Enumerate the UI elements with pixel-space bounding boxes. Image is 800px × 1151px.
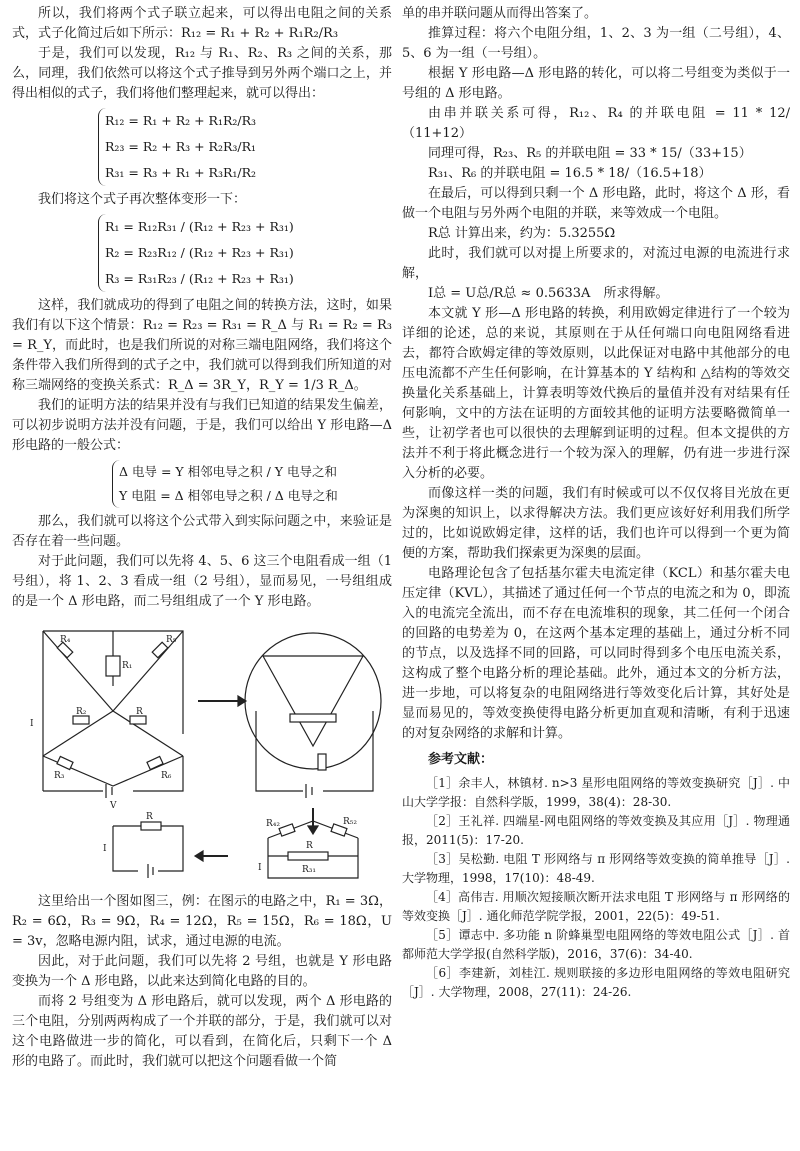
label-r4: R₄ [60, 635, 71, 645]
equation-group-2 [98, 214, 392, 292]
left-column [12, 4, 392, 1072]
label-r6: R₆ [161, 771, 172, 781]
original-circuit-labels [30, 635, 177, 811]
arrow-right-icon [198, 696, 246, 706]
paragraph: 这里给出一个图如图三，例：在图示的电路之中，R₁ = 3Ω，R₂ = 6Ω，R₃ = 9Ω，R₄ = 12Ω，R₅ = 15Ω，R₆ = 18Ω，U = 3v，忽略电源内阻，试求，通过电源的电流。 [12, 894, 392, 949]
circuit-figure [18, 616, 388, 888]
label-r42: R₄₂ [266, 819, 280, 829]
delta-circuit [245, 633, 381, 798]
paragraph: 本文就 Y 形—Δ 形电路的转换，利用欧姆定律进行了一个较为详细的论述，总的来说，其原则在于从任何端口向电阻网络看进去，都符合欧姆定律的等效原则，以此保证对电路中其他部分的电压电流都不产生任何影响，在计算基本的 Y 结构和 △结构的等效交换量化关系基础上，计算表明等效代换后的量值并没有对结果有任何影响，文中的方法在证明的方面较其他的证明方法要略微简单一些，让初学者也可以很快的去理解到证明的过程。但本文提供的方法并不利于将此概念进行一个较为深入的理解，仍有进一步进行深入分析的必要。 [402, 306, 790, 481]
reference-item: ［4］高伟吉. 用顺次短接顺次断开法求电阻 T 形网络与 π 形网络的等效变换［J］. 通化师范学院学报，2001，22(5)：49-51. [402, 890, 790, 923]
paragraph: 单的串并联问题从而得出答案了。 [402, 6, 598, 21]
paragraph: 电路理论包含了包括基尔霍夫电流定律（KCL）和基尔霍夫电压定律（KVL），其描述了通过任何一个节点的电流之和为 0，即流入的电流完全流出，而不存在电流堆积的现象，其二任何一个闭合的回路的电势差为 0，在这两个基本定理的基础上，通过分析不同的节点，以及选择不同的回路，可以同时得到多个电压电流关系，这构成了整个电路分析的理论基础。此外，通过本文的分析方法，进一步地，可以将复杂的电阻网络进行等效变化后计算，其好处是显而易见的，等效变换使得电路分析更加直观和清晰，有利于迅速的对复杂网络的求解和计算。 [402, 566, 790, 741]
equation: R₂ = R₂₃R₁₂ / (R₁₂ + R₂₃ + R₃₁) [105, 245, 294, 260]
references-heading: 参考文献： [428, 752, 494, 767]
right-column [402, 4, 790, 1002]
reference-item: ［6］李建新，刘桂江. 规则联接的多边形电阻网络的等效电阻研究［J］. 大学物理，2008，27(11)：24-26. [402, 966, 790, 999]
paragraph: 在最后，可以得到只剩一个 Δ 形电路，此时，将这个 Δ 形，看做一个电阻与另外两个电阻的并联，来等效成一个电阻。 [402, 186, 790, 221]
paragraph: 对于此问题，我们可以先将 4、5、6 这三个电阻看成一组（1 号组），将 1、2、3 看成一组（2 号组），显而易见，一号组组成的是一个 Δ 形电路，而二号组组成了一个 Y 形电路。 [12, 554, 392, 609]
reference-item: ［1］余丰人，林镇材. n>3 星形电阻网络的等效变换研究［J］. 中山大学学报：自然科学版，1999，38(4)：28-30. [402, 776, 790, 809]
label-current-3: I [103, 844, 107, 854]
paragraph: 所以，我们将两个式子联立起来，可以得出电阻之间的关系式，式子化简过后如下所示：R₁₂ = R₁ + R₂ + R₁R₂/R₃ [12, 6, 392, 41]
paragraph: 而像这样一类的问题，我们有时候或可以不仅仅将目光放在更为深奥的知识上，以求得解决方法。我们更应该好好利用我们所学过的，比如说欧姆定律，这样的话，我们也许可以得到一个更为简便的方案，帮助我们探索更为深奥的层面。 [402, 486, 790, 561]
label-r-mid: R [306, 841, 313, 851]
reference-item: ［5］谭志中. 多功能 n 阶蜂巢型电阻网络的等效电阻公式［J］. 首都师范大学学报(自然科学版)，2016，37(6)：34-40. [402, 928, 790, 961]
label-r: R [136, 707, 143, 717]
arrow-left-icon [195, 851, 228, 861]
calculation-line: R₃₁、R₆ 的并联电阻 = 16.5 * 18/（16.5+18） [428, 166, 712, 181]
final-circuit [113, 822, 183, 878]
reference-item: ［3］吴松勤. 电阻 T 形网络与 π 形网络等效变换的简单推导［J］. 大学物理，1998，17(10)：48-49. [402, 852, 790, 885]
calculation-line: 同理可得，R₂₃、R₅ 的并联电阻 = 33 * 15/（33+15） [428, 146, 752, 161]
final-circuit-labels [103, 812, 153, 854]
label-r1: R₁ [122, 661, 133, 671]
label-r31: R₃₁ [302, 865, 316, 875]
label-r52: R₅₂ [343, 817, 357, 827]
paragraph: 于是，我们可以发现，R₁₂ 与 R₁、R₂、R₃ 之间的关系，那么，同理，我们依然可以将这个式子推导到另外两个端口之上，并得出相似的式子，我们将他们整理起来，就可以得出： [12, 46, 392, 101]
equation: R₃ = R₃₁R₂₃ / (R₁₂ + R₂₃ + R₃₁) [105, 271, 294, 286]
equation-group-1 [98, 108, 392, 186]
calculation-line: I总 = U总/R总 ≈ 0.5633A 所求得解。 [428, 286, 669, 301]
paragraph: 这样，我们就成功的得到了电阻之间的转换方法，这时，如果我们有以下这个情景：R₁₂ = R₂₃ = R₃₁ = R_Δ 与 R₁ = R₂ = R₃ = R_Y，而此时，也是我们所说的对称三端电阻网络，我们将这个条件带入我们所得到的式子之中，我们就可以得到我们所知道的对称三端网络的变换关系式：R_Δ = 3R_Y，R_Y = 1/3 R_Δ。 [12, 298, 392, 393]
paragraph: 此时，我们就可以对提上所要求的，对流过电源的电流进行求解， [402, 246, 790, 281]
calculation-line: 由串并联关系可得，R₁₂、R₄ 的并联电阻 = 11 * 12/（11+12） [402, 106, 790, 141]
calculation-line: R总 计算出来，约为：5.3255Ω [428, 226, 616, 241]
paragraph: 而将 2 号组变为 Δ 形电路后，就可以发现，两个 Δ 形电路的三个电阻，分别两两构成了一个并联的部分，于是，我们就可以对这个电路做进一步的简化，可以看到，在简化后，只剩下一个 Δ 形的电路了。而此时，我们就可以把这个问题看做一个简 [12, 994, 392, 1069]
label-r2: R₂ [76, 707, 87, 717]
label-r3: R₃ [54, 771, 65, 781]
paragraph: 那么，我们就可以将这个公式带入到实际问题之中，来验证是否存在着一些问题。 [12, 514, 392, 549]
label-current: I [30, 719, 34, 729]
equation: Δ 电导 = Y 相邻电导之积 / Y 电导之和 [119, 464, 338, 479]
paragraph: 我们将这个式子再次整体变形一下： [38, 192, 247, 207]
equation-group-3 [112, 460, 392, 508]
equation: Y 电阻 = Δ 相邻电导之积 / Δ 电导之和 [119, 488, 338, 503]
equation: R₂₃ = R₂ + R₃ + R₂R₃/R₁ [105, 139, 257, 154]
paragraph: 我们的证明方法的结果并没有与我们已知道的结果发生偏差，可以初步说明方法并没有问题，于是，我们可以给出 Y 形电路—Δ 形电路的一般公式： [12, 398, 392, 453]
equation: R₁ = R₁₂R₃₁ / (R₁₂ + R₂₃ + R₃₁) [105, 219, 294, 234]
label-r5: R₅ [166, 635, 177, 645]
equation: R₃₁ = R₃ + R₁ + R₃R₁/R₂ [105, 165, 257, 180]
circuit-diagram [18, 616, 388, 888]
reference-item: ［2］王礼祥. 四端星-网电阻网络的等效变换及其应用［J］. 物理通报，2011(5)：17-20. [402, 814, 790, 847]
paragraph: 因此，对于此问题，我们可以先将 2 号组，也就是 Y 形电路变换为一个 Δ 形电路，以此来达到简化电路的目的。 [12, 954, 392, 989]
label-voltage: V [110, 801, 117, 811]
equation: R₁₂ = R₁ + R₂ + R₁R₂/R₃ [105, 113, 257, 128]
label-r-final: R [146, 812, 153, 822]
label-current-2: I [258, 863, 262, 873]
paragraph: 推算过程：将六个电阻分组，1、2、3 为一组（二号组），4、5、6 为一组（一号组）。 [402, 26, 790, 61]
paragraph: 根据 Y 形电路—Δ 形电路的转化，可以将二号组变为类似于一号组的 Δ 形电路。 [402, 66, 790, 101]
